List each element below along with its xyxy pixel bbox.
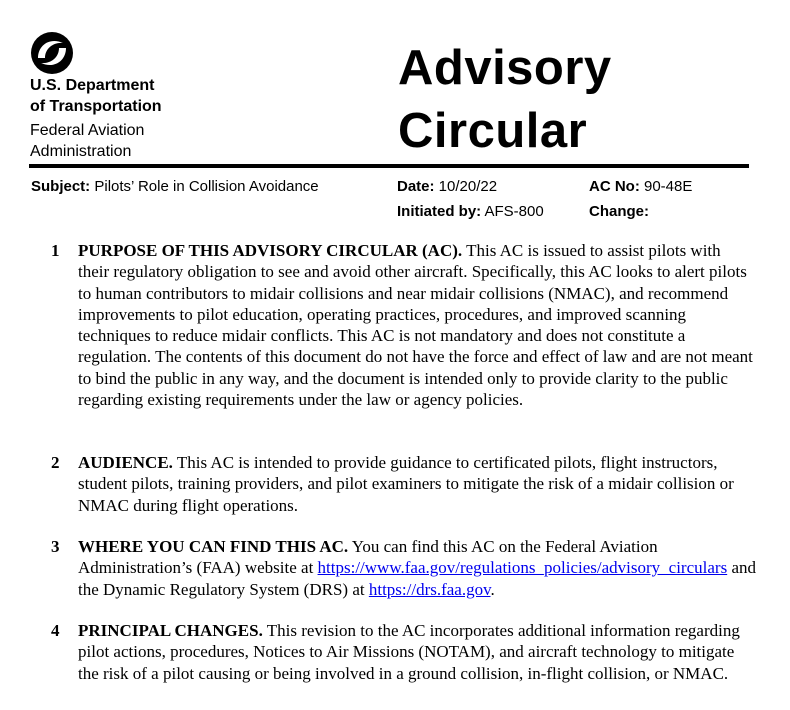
- ac-number-label: AC No:: [589, 178, 640, 195]
- faa-website-link[interactable]: https://www.faa.gov/regulations_policies/advisory_circulars: [317, 558, 728, 578]
- paragraph-text: This revision to the AC incorporates additional information regarding pilot actions, procedures, Notices to Air Missions (NOTAM), and aircraft technology to mitigate the risk of a pilot causing or being involved in a ground collision, in-flight collision, or NMAC.: [78, 621, 740, 683]
- paragraph-number: 1: [51, 241, 60, 260]
- initiated-by-label: Initiated by:: [397, 203, 482, 220]
- agency-subunit: Federal Aviation: [30, 122, 145, 139]
- date-label: Date:: [397, 178, 435, 195]
- document-title-line1: Advisory: [398, 41, 612, 95]
- ac-number-value: 90-48E: [639, 178, 693, 195]
- subject-field: [31, 177, 319, 197]
- paragraph-number: 2: [51, 453, 60, 472]
- initiated-by-field: [397, 202, 544, 222]
- date-field: [397, 177, 497, 197]
- date-value: 10/20/22: [434, 178, 498, 195]
- change-label: Change:: [589, 203, 649, 220]
- drs-website-link[interactable]: https://drs.faa.gov: [368, 579, 491, 599]
- paragraph-text-cont: and the Dynamic Regulatory System (DRS) at: [78, 558, 756, 599]
- subject-label: Subject:: [31, 178, 91, 195]
- dot-logo-icon: [30, 31, 74, 75]
- document-title-line2: Circular: [398, 104, 588, 158]
- paragraph-heading: PRINCIPAL CHANGES.: [78, 621, 263, 640]
- initiated-by-value: AFS-800: [481, 203, 544, 220]
- paragraph-text: This AC is issued to assist pilots with their regulatory obligation to see and avoid other aircraft. Specifically, this AC looks to alert pilots to human contributors to midair collisions and near midair collisions (NMAC), and recommend improvements to pilot education, operating practices, procedures, and improved scanning techniques to reduce midair conflicts. This AC is not mandatory and does not constitute a regulation. The contents of this document do not have the force and effect of law and are not meant to bind the public in any way, and the document is intended only to provide clarity to the public regarding existing requirements under the law or agency policies.: [78, 241, 753, 410]
- paragraph-text: You can find this AC on the Federal Aviation Administration’s (FAA) website at: [78, 537, 658, 578]
- paragraph-principal-changes: [51, 620, 756, 684]
- subject-value: Pilots’ Role in Collision Avoidance: [90, 178, 319, 195]
- paragraph-text-end: .: [490, 579, 495, 599]
- paragraph-audience: [51, 452, 756, 516]
- agency-department-cont: of Transportation: [30, 98, 162, 115]
- paragraph-heading: AUDIENCE.: [78, 453, 173, 472]
- change-field: [589, 202, 649, 222]
- paragraph-where-to-find: [51, 536, 756, 600]
- paragraph-number: 3: [51, 537, 60, 556]
- paragraph-heading: PURPOSE OF THIS ADVISORY CIRCULAR (AC).: [78, 241, 463, 260]
- paragraph-number: 4: [51, 621, 60, 640]
- paragraph-purpose: [51, 240, 756, 410]
- agency-department: U.S. Department: [30, 77, 155, 94]
- paragraph-heading: WHERE YOU CAN FIND THIS AC.: [78, 537, 349, 556]
- paragraph-text: This AC is intended to provide guidance to certificated pilots, flight instructors, student pilots, training providers, and pilot examiners to mitigate the risk of a midair collision or NMAC during flight operations.: [78, 453, 734, 515]
- header-divider: [29, 164, 749, 168]
- ac-number-field: [589, 177, 692, 197]
- agency-subunit-cont: Administration: [30, 143, 132, 160]
